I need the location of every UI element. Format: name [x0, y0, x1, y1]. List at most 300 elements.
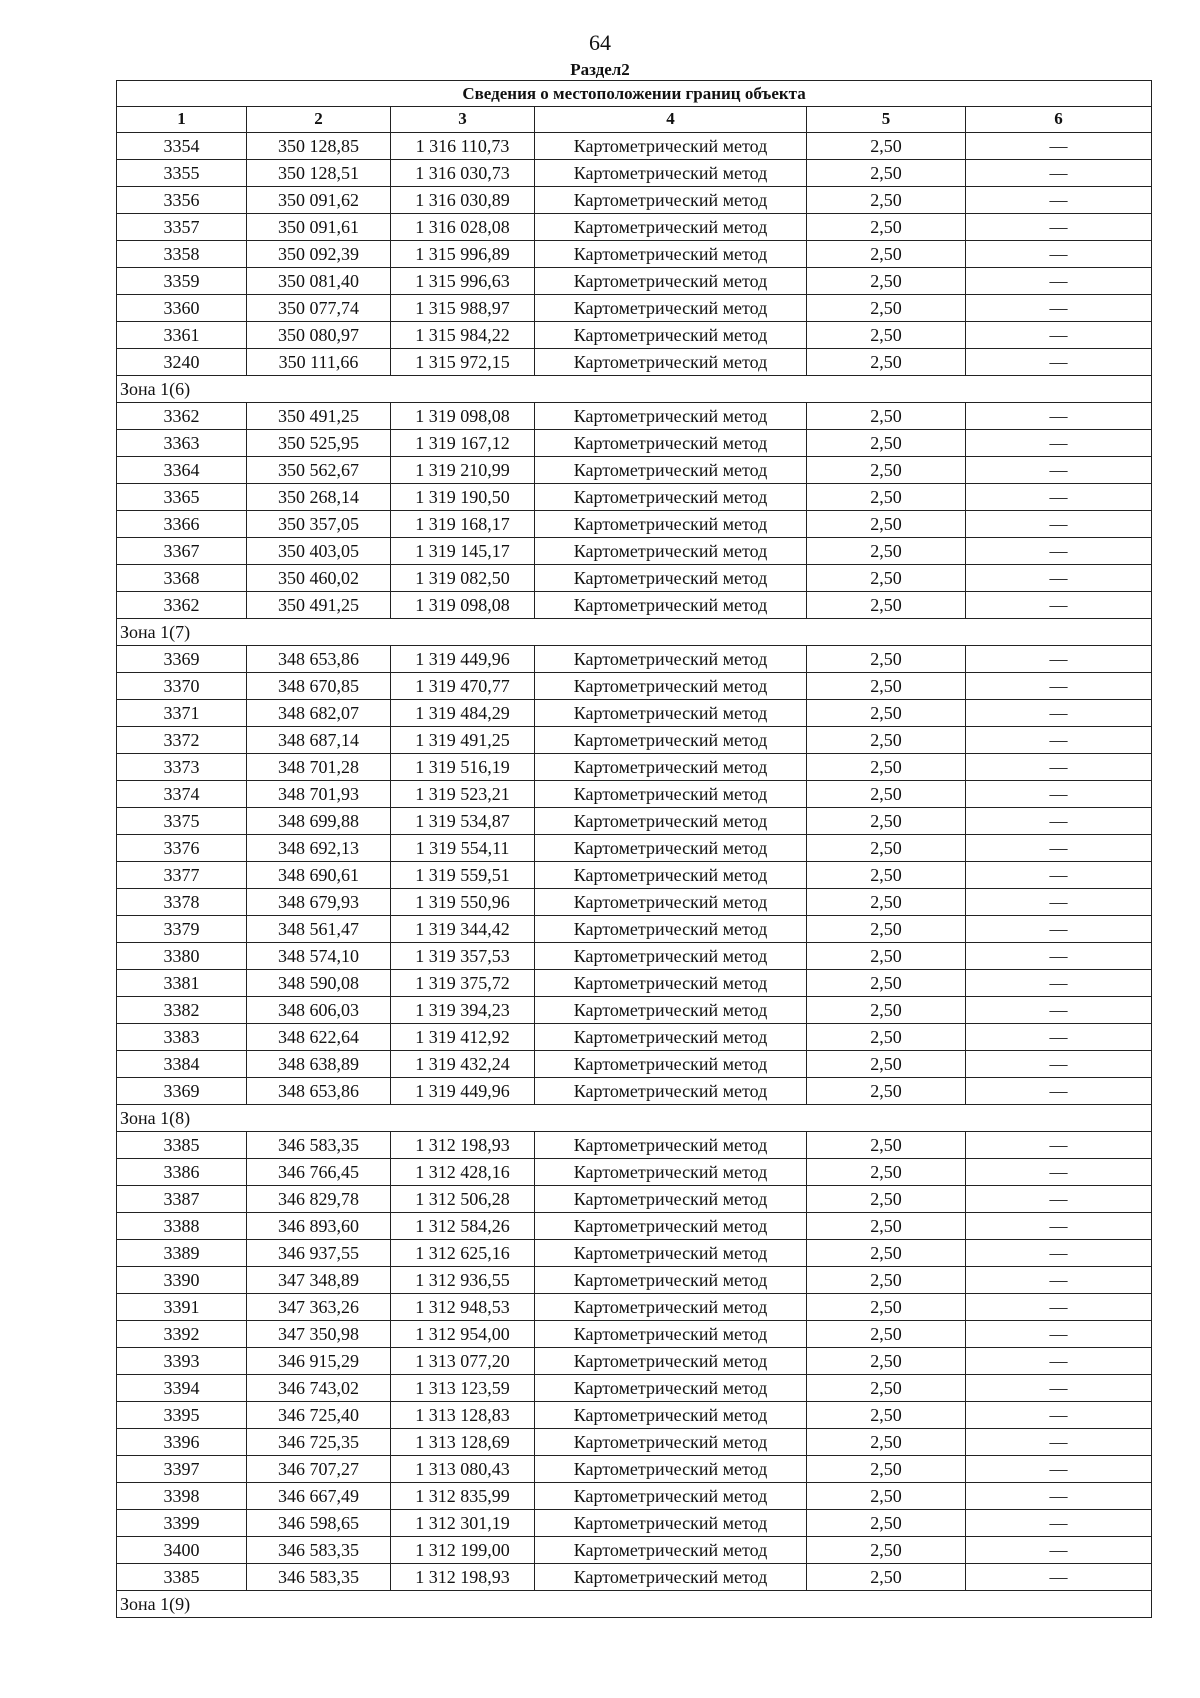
table-row — [117, 645, 1152, 672]
accuracy-cell: 2,50 — [807, 402, 966, 429]
method-cell: Картометрический метод — [535, 645, 807, 672]
description-cell: — — [966, 780, 1152, 807]
y-coordinate-cell: 1 313 080,43 — [391, 1455, 535, 1482]
point-number-cell: 3396 — [117, 1428, 247, 1455]
x-coordinate-cell: 346 915,29 — [247, 1347, 391, 1374]
description-cell: — — [966, 807, 1152, 834]
accuracy-cell: 2,50 — [807, 1077, 966, 1104]
point-number-cell: 3382 — [117, 996, 247, 1023]
x-coordinate-cell: 350 091,62 — [247, 186, 391, 213]
point-number-cell: 3370 — [117, 672, 247, 699]
description-cell: — — [966, 1158, 1152, 1185]
method-cell: Картометрический метод — [535, 1077, 807, 1104]
description-cell: — — [966, 969, 1152, 996]
y-coordinate-cell: 1 319 516,19 — [391, 753, 535, 780]
accuracy-cell: 2,50 — [807, 240, 966, 267]
accuracy-cell: 2,50 — [807, 915, 966, 942]
table-row — [117, 321, 1152, 348]
y-coordinate-cell: 1 315 996,63 — [391, 267, 535, 294]
x-coordinate-cell: 346 829,78 — [247, 1185, 391, 1212]
y-coordinate-cell: 1 319 357,53 — [391, 942, 535, 969]
point-number-cell: 3391 — [117, 1293, 247, 1320]
point-number-cell: 3385 — [117, 1563, 247, 1590]
x-coordinate-cell: 348 653,86 — [247, 645, 391, 672]
accuracy-cell: 2,50 — [807, 1374, 966, 1401]
method-cell: Картометрический метод — [535, 483, 807, 510]
point-number-cell: 3399 — [117, 1509, 247, 1536]
table-row — [117, 456, 1152, 483]
y-coordinate-cell: 1 319 523,21 — [391, 780, 535, 807]
y-coordinate-cell: 1 316 030,89 — [391, 186, 535, 213]
x-coordinate-cell: 346 725,35 — [247, 1428, 391, 1455]
x-coordinate-cell: 348 574,10 — [247, 942, 391, 969]
x-coordinate-cell: 346 937,55 — [247, 1239, 391, 1266]
method-cell: Картометрический метод — [535, 1239, 807, 1266]
method-cell: Картометрический метод — [535, 1374, 807, 1401]
description-cell: — — [966, 996, 1152, 1023]
x-coordinate-cell: 346 707,27 — [247, 1455, 391, 1482]
description-cell: — — [966, 672, 1152, 699]
table-row — [117, 834, 1152, 861]
point-number-cell: 3384 — [117, 1050, 247, 1077]
x-coordinate-cell: 350 491,25 — [247, 591, 391, 618]
method-cell: Картометрический метод — [535, 402, 807, 429]
method-cell: Картометрический метод — [535, 213, 807, 240]
description-cell: — — [966, 942, 1152, 969]
description-cell: — — [966, 186, 1152, 213]
accuracy-cell: 2,50 — [807, 456, 966, 483]
y-coordinate-cell: 1 312 198,93 — [391, 1563, 535, 1590]
description-cell: — — [966, 753, 1152, 780]
method-cell: Картометрический метод — [535, 969, 807, 996]
method-cell: Картометрический метод — [535, 672, 807, 699]
accuracy-cell: 2,50 — [807, 537, 966, 564]
table-row — [117, 1374, 1152, 1401]
description-cell: — — [966, 1023, 1152, 1050]
y-coordinate-cell: 1 319 554,11 — [391, 834, 535, 861]
x-coordinate-cell: 348 682,07 — [247, 699, 391, 726]
point-number-cell: 3388 — [117, 1212, 247, 1239]
description-cell: — — [966, 1455, 1152, 1482]
point-number-cell: 3359 — [117, 267, 247, 294]
accuracy-cell: 2,50 — [807, 1401, 966, 1428]
accuracy-cell: 2,50 — [807, 1158, 966, 1185]
table-row — [117, 510, 1152, 537]
accuracy-cell: 2,50 — [807, 780, 966, 807]
table-body — [117, 132, 1152, 1617]
y-coordinate-cell: 1 313 128,83 — [391, 1401, 535, 1428]
y-coordinate-cell: 1 319 167,12 — [391, 429, 535, 456]
table-row — [117, 1320, 1152, 1347]
page-number: 64 — [589, 30, 611, 55]
x-coordinate-cell: 350 403,05 — [247, 537, 391, 564]
description-cell: — — [966, 645, 1152, 672]
table-row — [117, 996, 1152, 1023]
x-coordinate-cell: 346 743,02 — [247, 1374, 391, 1401]
method-cell: Картометрический метод — [535, 132, 807, 159]
y-coordinate-cell: 1 312 936,55 — [391, 1266, 535, 1293]
y-coordinate-cell: 1 319 210,99 — [391, 456, 535, 483]
section-title: Раздел2 — [570, 60, 630, 79]
x-coordinate-cell: 346 667,49 — [247, 1482, 391, 1509]
description-cell: — — [966, 1212, 1152, 1239]
y-coordinate-cell: 1 315 988,97 — [391, 294, 535, 321]
method-cell: Картометрический метод — [535, 591, 807, 618]
y-coordinate-cell: 1 312 954,00 — [391, 1320, 535, 1347]
table-row — [117, 1482, 1152, 1509]
description-cell: — — [966, 159, 1152, 186]
accuracy-cell: 2,50 — [807, 1050, 966, 1077]
y-coordinate-cell: 1 319 098,08 — [391, 591, 535, 618]
y-coordinate-cell: 1 312 948,53 — [391, 1293, 535, 1320]
point-number-cell: 3400 — [117, 1536, 247, 1563]
method-cell: Картометрический метод — [535, 915, 807, 942]
y-coordinate-cell: 1 319 375,72 — [391, 969, 535, 996]
table-row — [117, 186, 1152, 213]
accuracy-cell: 2,50 — [807, 1320, 966, 1347]
point-number-cell: 3369 — [117, 645, 247, 672]
zone-row — [117, 618, 1152, 645]
x-coordinate-cell: 348 692,13 — [247, 834, 391, 861]
accuracy-cell: 2,50 — [807, 1455, 966, 1482]
accuracy-cell: 2,50 — [807, 591, 966, 618]
x-coordinate-cell: 348 622,64 — [247, 1023, 391, 1050]
table-row — [117, 699, 1152, 726]
y-coordinate-cell: 1 319 449,96 — [391, 1077, 535, 1104]
column-header: 3 — [391, 107, 535, 133]
y-coordinate-cell: 1 319 168,17 — [391, 510, 535, 537]
description-cell: — — [966, 1536, 1152, 1563]
description-cell: — — [966, 1563, 1152, 1590]
y-coordinate-cell: 1 312 584,26 — [391, 1212, 535, 1239]
accuracy-cell: 2,50 — [807, 321, 966, 348]
point-number-cell: 3385 — [117, 1131, 247, 1158]
method-cell: Картометрический метод — [535, 1131, 807, 1158]
accuracy-cell: 2,50 — [807, 888, 966, 915]
x-coordinate-cell: 347 348,89 — [247, 1266, 391, 1293]
y-coordinate-cell: 1 319 190,50 — [391, 483, 535, 510]
y-coordinate-cell: 1 315 972,15 — [391, 348, 535, 375]
x-coordinate-cell: 346 583,35 — [247, 1563, 391, 1590]
x-coordinate-cell: 350 491,25 — [247, 402, 391, 429]
method-cell: Картометрический метод — [535, 753, 807, 780]
x-coordinate-cell: 348 606,03 — [247, 996, 391, 1023]
table-title: Сведения о местоположении границ объекта — [117, 81, 1152, 107]
method-cell: Картометрический метод — [535, 186, 807, 213]
method-cell: Картометрический метод — [535, 321, 807, 348]
method-cell: Картометрический метод — [535, 1320, 807, 1347]
accuracy-cell: 2,50 — [807, 1536, 966, 1563]
table-row — [117, 294, 1152, 321]
y-coordinate-cell: 1 319 145,17 — [391, 537, 535, 564]
x-coordinate-cell: 350 111,66 — [247, 348, 391, 375]
table-row — [117, 1428, 1152, 1455]
point-number-cell: 3358 — [117, 240, 247, 267]
point-number-cell: 3378 — [117, 888, 247, 915]
table-row — [117, 1077, 1152, 1104]
table-row — [117, 1266, 1152, 1293]
point-number-cell: 3392 — [117, 1320, 247, 1347]
x-coordinate-cell: 348 561,47 — [247, 915, 391, 942]
description-cell: — — [966, 1266, 1152, 1293]
y-coordinate-cell: 1 319 449,96 — [391, 645, 535, 672]
x-coordinate-cell: 348 670,85 — [247, 672, 391, 699]
description-cell: — — [966, 1239, 1152, 1266]
accuracy-cell: 2,50 — [807, 213, 966, 240]
table-row — [117, 753, 1152, 780]
description-cell: — — [966, 1482, 1152, 1509]
point-number-cell: 3389 — [117, 1239, 247, 1266]
x-coordinate-cell: 348 699,88 — [247, 807, 391, 834]
zone-label: Зона 1(9) — [117, 1590, 1152, 1617]
accuracy-cell: 2,50 — [807, 942, 966, 969]
description-cell: — — [966, 1131, 1152, 1158]
column-header: 6 — [966, 107, 1152, 133]
y-coordinate-cell: 1 319 484,29 — [391, 699, 535, 726]
y-coordinate-cell: 1 315 984,22 — [391, 321, 535, 348]
table-row — [117, 915, 1152, 942]
method-cell: Картометрический метод — [535, 861, 807, 888]
description-cell: — — [966, 1293, 1152, 1320]
method-cell: Картометрический метод — [535, 267, 807, 294]
x-coordinate-cell: 346 598,65 — [247, 1509, 391, 1536]
accuracy-cell: 2,50 — [807, 1266, 966, 1293]
accuracy-cell: 2,50 — [807, 672, 966, 699]
point-number-cell: 3368 — [117, 564, 247, 591]
accuracy-cell: 2,50 — [807, 1509, 966, 1536]
accuracy-cell: 2,50 — [807, 483, 966, 510]
table-row — [117, 429, 1152, 456]
column-number-row — [117, 107, 1152, 133]
description-cell: — — [966, 402, 1152, 429]
method-cell: Картометрический метод — [535, 510, 807, 537]
method-cell: Картометрический метод — [535, 456, 807, 483]
point-number-cell: 3367 — [117, 537, 247, 564]
x-coordinate-cell: 350 562,67 — [247, 456, 391, 483]
accuracy-cell: 2,50 — [807, 348, 966, 375]
table-row — [117, 1050, 1152, 1077]
accuracy-cell: 2,50 — [807, 132, 966, 159]
method-cell: Картометрический метод — [535, 1293, 807, 1320]
y-coordinate-cell: 1 312 428,16 — [391, 1158, 535, 1185]
accuracy-cell: 2,50 — [807, 1023, 966, 1050]
method-cell: Картометрический метод — [535, 1536, 807, 1563]
y-coordinate-cell: 1 319 432,24 — [391, 1050, 535, 1077]
point-number-cell: 3387 — [117, 1185, 247, 1212]
y-coordinate-cell: 1 313 123,59 — [391, 1374, 535, 1401]
y-coordinate-cell: 1 312 199,00 — [391, 1536, 535, 1563]
point-number-cell: 3362 — [117, 402, 247, 429]
accuracy-cell: 2,50 — [807, 159, 966, 186]
accuracy-cell: 2,50 — [807, 699, 966, 726]
table-row — [117, 1158, 1152, 1185]
y-coordinate-cell: 1 316 030,73 — [391, 159, 535, 186]
description-cell: — — [966, 1185, 1152, 1212]
method-cell: Картометрический метод — [535, 1428, 807, 1455]
zone-row — [117, 1104, 1152, 1131]
method-cell: Картометрический метод — [535, 1482, 807, 1509]
zone-label: Зона 1(6) — [117, 375, 1152, 402]
description-cell: — — [966, 456, 1152, 483]
point-number-cell: 3357 — [117, 213, 247, 240]
x-coordinate-cell: 348 690,61 — [247, 861, 391, 888]
point-number-cell: 3386 — [117, 1158, 247, 1185]
description-cell: — — [966, 699, 1152, 726]
table-row — [117, 1293, 1152, 1320]
zone-row — [117, 1590, 1152, 1617]
x-coordinate-cell: 350 077,74 — [247, 294, 391, 321]
point-number-cell: 3360 — [117, 294, 247, 321]
y-coordinate-cell: 1 319 412,92 — [391, 1023, 535, 1050]
table-row — [117, 1509, 1152, 1536]
method-cell: Картометрический метод — [535, 1050, 807, 1077]
table-row — [117, 726, 1152, 753]
description-cell: — — [966, 537, 1152, 564]
point-number-cell: 3362 — [117, 591, 247, 618]
description-cell: — — [966, 1077, 1152, 1104]
point-number-cell: 3372 — [117, 726, 247, 753]
table-row — [117, 1401, 1152, 1428]
method-cell: Картометрический метод — [535, 240, 807, 267]
y-coordinate-cell: 1 319 534,87 — [391, 807, 535, 834]
x-coordinate-cell: 348 653,86 — [247, 1077, 391, 1104]
x-coordinate-cell: 346 893,60 — [247, 1212, 391, 1239]
x-coordinate-cell: 350 080,97 — [247, 321, 391, 348]
accuracy-cell: 2,50 — [807, 1428, 966, 1455]
description-cell: — — [966, 1320, 1152, 1347]
description-cell: — — [966, 510, 1152, 537]
table-row — [117, 1131, 1152, 1158]
x-coordinate-cell: 346 725,40 — [247, 1401, 391, 1428]
point-number-cell: 3380 — [117, 942, 247, 969]
method-cell: Картометрический метод — [535, 996, 807, 1023]
accuracy-cell: 2,50 — [807, 1563, 966, 1590]
column-header: 1 — [117, 107, 247, 133]
zone-row — [117, 375, 1152, 402]
table-row — [117, 942, 1152, 969]
column-header: 5 — [807, 107, 966, 133]
x-coordinate-cell: 350 128,85 — [247, 132, 391, 159]
x-coordinate-cell: 350 357,05 — [247, 510, 391, 537]
y-coordinate-cell: 1 313 128,69 — [391, 1428, 535, 1455]
method-cell: Картометрический метод — [535, 429, 807, 456]
method-cell: Картометрический метод — [535, 1401, 807, 1428]
table-row — [117, 672, 1152, 699]
boundary-coordinates-table — [116, 80, 1152, 1618]
x-coordinate-cell: 350 091,61 — [247, 213, 391, 240]
method-cell: Картометрический метод — [535, 1185, 807, 1212]
method-cell: Картометрический метод — [535, 537, 807, 564]
point-number-cell: 3394 — [117, 1374, 247, 1401]
table-row — [117, 591, 1152, 618]
accuracy-cell: 2,50 — [807, 510, 966, 537]
description-cell: — — [966, 915, 1152, 942]
method-cell: Картометрический метод — [535, 1347, 807, 1374]
y-coordinate-cell: 1 316 028,08 — [391, 213, 535, 240]
table-row — [117, 1455, 1152, 1482]
point-number-cell: 3393 — [117, 1347, 247, 1374]
y-coordinate-cell: 1 312 625,16 — [391, 1239, 535, 1266]
accuracy-cell: 2,50 — [807, 1347, 966, 1374]
accuracy-cell: 2,50 — [807, 186, 966, 213]
point-number-cell: 3383 — [117, 1023, 247, 1050]
point-number-cell: 3376 — [117, 834, 247, 861]
description-cell: — — [966, 294, 1152, 321]
table-row — [117, 1212, 1152, 1239]
y-coordinate-cell: 1 319 082,50 — [391, 564, 535, 591]
method-cell: Картометрический метод — [535, 1158, 807, 1185]
method-cell: Картометрический метод — [535, 699, 807, 726]
table-row — [117, 1239, 1152, 1266]
description-cell: — — [966, 1428, 1152, 1455]
column-header: 4 — [535, 107, 807, 133]
point-number-cell: 3375 — [117, 807, 247, 834]
y-coordinate-cell: 1 315 996,89 — [391, 240, 535, 267]
point-number-cell: 3373 — [117, 753, 247, 780]
description-cell: — — [966, 1401, 1152, 1428]
method-cell: Картометрический метод — [535, 807, 807, 834]
table-row — [117, 564, 1152, 591]
description-cell: — — [966, 726, 1152, 753]
description-cell: — — [966, 240, 1152, 267]
accuracy-cell: 2,50 — [807, 267, 966, 294]
x-coordinate-cell: 348 638,89 — [247, 1050, 391, 1077]
x-coordinate-cell: 348 701,28 — [247, 753, 391, 780]
x-coordinate-cell: 348 687,14 — [247, 726, 391, 753]
description-cell: — — [966, 591, 1152, 618]
y-coordinate-cell: 1 319 470,77 — [391, 672, 535, 699]
table-row — [117, 780, 1152, 807]
y-coordinate-cell: 1 312 198,93 — [391, 1131, 535, 1158]
table-row — [117, 1347, 1152, 1374]
y-coordinate-cell: 1 316 110,73 — [391, 132, 535, 159]
method-cell: Картометрический метод — [535, 888, 807, 915]
description-cell: — — [966, 132, 1152, 159]
description-cell: — — [966, 1509, 1152, 1536]
y-coordinate-cell: 1 319 550,96 — [391, 888, 535, 915]
table-row — [117, 267, 1152, 294]
table-row — [117, 132, 1152, 159]
method-cell: Картометрический метод — [535, 1563, 807, 1590]
accuracy-cell: 2,50 — [807, 564, 966, 591]
accuracy-cell: 2,50 — [807, 969, 966, 996]
point-number-cell: 3381 — [117, 969, 247, 996]
y-coordinate-cell: 1 312 835,99 — [391, 1482, 535, 1509]
point-number-cell: 3363 — [117, 429, 247, 456]
method-cell: Картометрический метод — [535, 1455, 807, 1482]
table-row — [117, 159, 1152, 186]
accuracy-cell: 2,50 — [807, 1185, 966, 1212]
description-cell: — — [966, 1347, 1152, 1374]
table-row — [117, 402, 1152, 429]
table-row — [117, 888, 1152, 915]
description-cell: — — [966, 321, 1152, 348]
method-cell: Картометрический метод — [535, 834, 807, 861]
point-number-cell: 3397 — [117, 1455, 247, 1482]
description-cell: — — [966, 888, 1152, 915]
table-row — [117, 861, 1152, 888]
x-coordinate-cell: 347 350,98 — [247, 1320, 391, 1347]
table-caption-row — [117, 81, 1152, 107]
y-coordinate-cell: 1 312 301,19 — [391, 1509, 535, 1536]
x-coordinate-cell: 346 766,45 — [247, 1158, 391, 1185]
point-number-cell: 3364 — [117, 456, 247, 483]
point-number-cell: 3379 — [117, 915, 247, 942]
description-cell: — — [966, 348, 1152, 375]
method-cell: Картометрический метод — [535, 1266, 807, 1293]
method-cell: Картометрический метод — [535, 294, 807, 321]
method-cell: Картометрический метод — [535, 942, 807, 969]
